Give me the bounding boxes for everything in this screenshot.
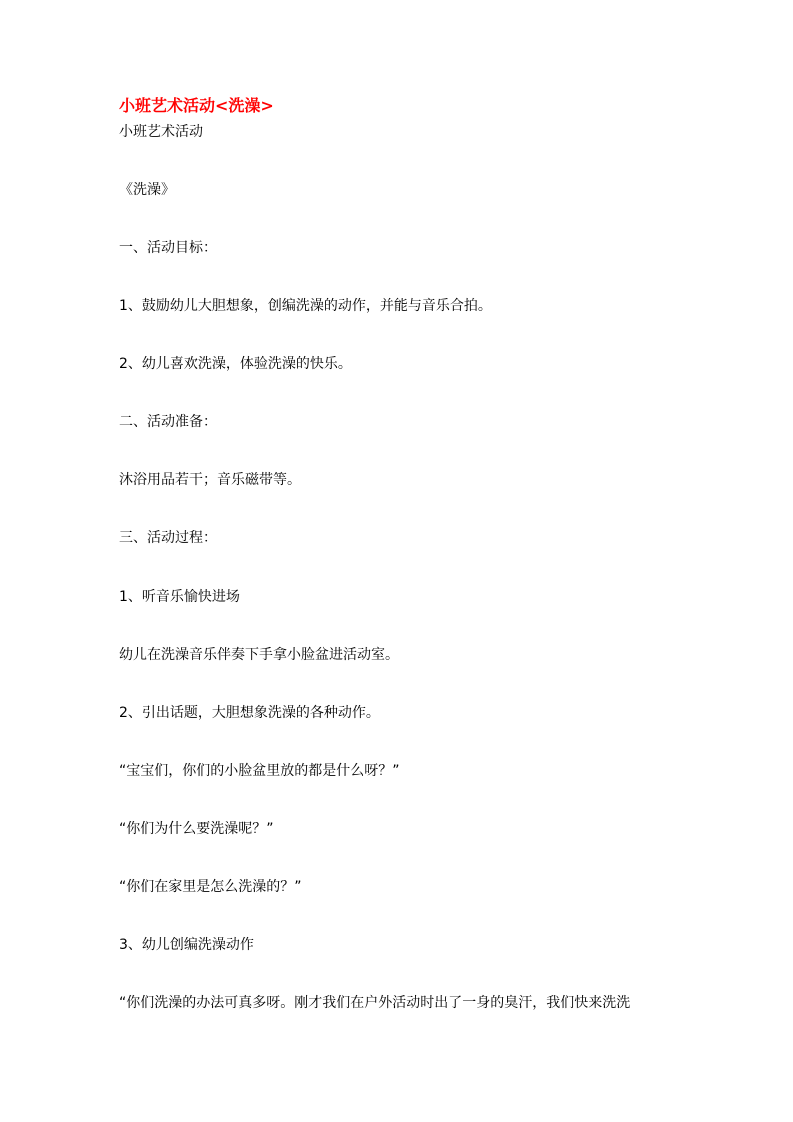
section-heading-goals: 一、活动目标：	[119, 240, 217, 256]
document-title: 小班艺术活动<洗澡>	[119, 96, 274, 115]
process-step-3-text: “你们洗澡的办法可真多呀。刚才我们在户外活动时出了一身的臭汗，我们快来洗洗	[119, 995, 631, 1011]
process-step-3: 3、幼儿创编洗澡动作	[119, 937, 254, 953]
preparation-text: 沐浴用品若干；音乐磁带等。	[119, 472, 301, 488]
activity-name-line: 《洗澡》	[119, 182, 175, 198]
subtitle-line: 小班艺术活动	[119, 124, 203, 140]
section-heading-process: 三、活动过程：	[119, 530, 217, 546]
quote-line-2: “你们为什么要洗澡呢？”	[119, 821, 274, 837]
process-step-1: 1、听音乐愉快进场	[119, 589, 240, 605]
quote-line-1: “宝宝们，你们的小脸盆里放的都是什么呀？”	[119, 763, 400, 779]
quote-line-3: “你们在家里是怎么洗澡的？”	[119, 879, 302, 895]
process-step-2: 2、引出话题，大胆想象洗澡的各种动作。	[119, 705, 380, 721]
section-heading-preparation: 二、活动准备：	[119, 414, 217, 430]
process-step-1-text: 幼儿在洗澡音乐伴奏下手拿小脸盆进活动室。	[119, 647, 399, 663]
goal-item-1: 1、鼓励幼儿大胆想象，创编洗澡的动作，并能与音乐合拍。	[119, 298, 492, 314]
goal-item-2: 2、幼儿喜欢洗澡，体验洗澡的快乐。	[119, 356, 352, 372]
